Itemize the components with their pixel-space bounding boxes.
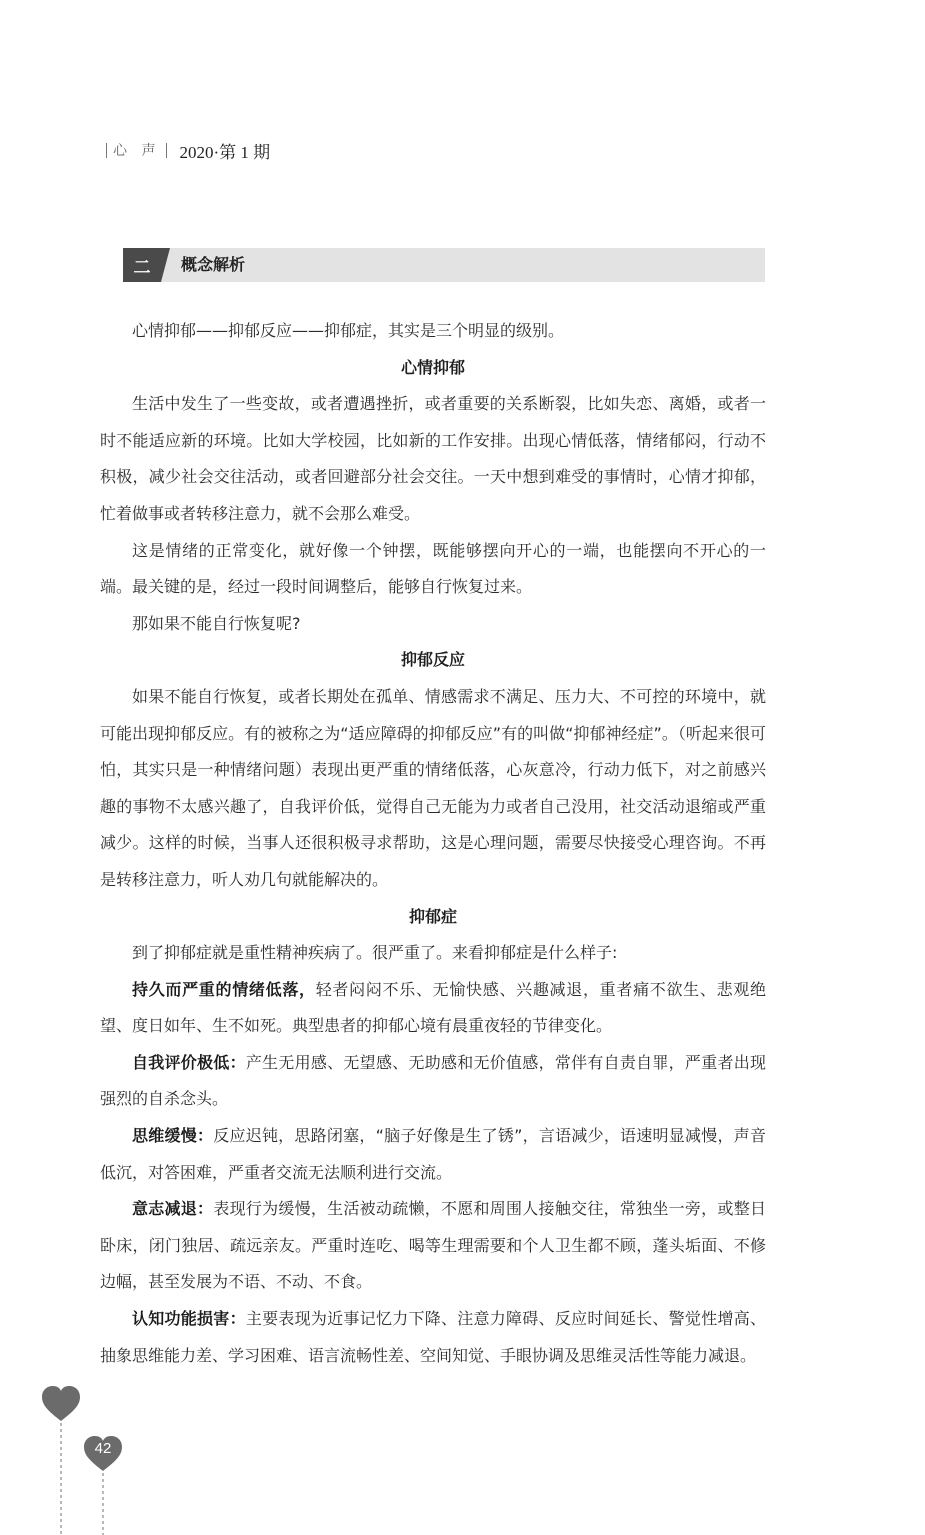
symptom-term: 持久而严重的情绪低落， — [132, 979, 316, 999]
issue-label: 2020·第 1 期 — [179, 142, 271, 162]
intro-paragraph: 心情抑郁——抑郁反应——抑郁症，其实是三个明显的级别。 — [132, 321, 565, 340]
subheading-depression: 抑郁症 — [408, 906, 457, 926]
header-divider — [106, 143, 107, 158]
symptom-text: 表现行为缓慢，生活被动疏懒，不愿和周围人接触交往，常独坐一旁，或整日卧床，闭门独居、疏远亲友。严重时连吃、喝等生理需要和个人卫生都不顾，蓬头垢面、不修边幅，甚至发展为不语、不动、不食。 — [100, 1199, 766, 1292]
symptom-item — [100, 1191, 766, 1301]
symptom-item — [100, 1118, 766, 1191]
journal-name: 心 声 — [113, 143, 161, 159]
symptom-item — [100, 1301, 766, 1374]
symptom-text: 反应迟钝，思路闭塞，“脑子好像是生了锈”，言语减少，语速明显减慢，声音低沉，对答困难，严重者交流无法顺利进行交流。 — [100, 1126, 766, 1182]
running-header — [100, 138, 270, 162]
subheading-depressive-reaction: 抑郁反应 — [400, 650, 465, 670]
subheading-mood-depression: 心情抑郁 — [400, 357, 465, 377]
header-divider — [166, 143, 167, 158]
section-number: 二 — [123, 248, 161, 282]
symptom-term: 认知功能损害： — [132, 1309, 246, 1329]
section-heading-bar — [123, 248, 765, 282]
paragraph: 如果不能自行恢复，或者长期处在孤单、情感需求不满足、压力大、不可控的环境中，就可能出现抑郁反应。有的被称之为“适应障碍的抑郁反应”有的叫做“抑郁神经症”。（听起来很可怕，其实只是一种情绪问题）表现出更严重的情绪低落，心灰意冷，行动力低下，对之前感兴趣的事物不太感兴趣了，自我评价低，觉得自己无能为力或者自己没用，社交活动退缩或严重减少。这样的时候，当事人还很积极寻求帮助，这是心理问题，需要尽快接受心理咨询。不再是转移注意力，听人劝几句就能解决的。 — [100, 686, 766, 889]
page-number: 42 — [94, 1440, 112, 1457]
symptom-term: 自我评价极低： — [132, 1052, 246, 1072]
section-title: 概念解析 — [181, 255, 246, 274]
symptom-term: 思维缓慢： — [132, 1126, 214, 1146]
symptom-item — [100, 1045, 766, 1118]
symptom-text: 产生无用感、无望感、无助感和无价值感，常伴有自责自罪，严重者出现强烈的自杀念头。 — [100, 1052, 766, 1109]
paragraph: 生活中发生了一些变故，或者遭遇挫折，或者重要的关系断裂，比如失恋、离婚，或者一时不能适应新的环境。比如大学校园，比如新的工作安排。出现心情低落，情绪郁闷，行动不积极，减少社会交往活动，或者回避部分社会交往。一天中想到难受的事情时，心情才抑郁，忙着做事或者转移注意力，就不会那么难受。 — [100, 394, 766, 523]
symptom-term: 意志减退： — [132, 1199, 214, 1219]
symptom-text: 主要表现为近事记忆力下降、注意力障碍、反应时间延长、警觉性增高、抽象思维能力差、学习困难、语言流畅性差、空间知觉、手眼协调及思维灵活性等能力减退。 — [100, 1309, 766, 1365]
paragraph: 到了抑郁症就是重性精神疾病了。很严重了。来看抑郁症是什么样子: — [132, 943, 618, 963]
symptom-text: 轻者闷闷不乐、无愉快感、兴趣减退，重者痛不欲生、悲观绝望、度日如年、生不如死。典型患者的抑郁心境有晨重夜轻的节律变化。 — [100, 979, 766, 1036]
paragraph: 这是情绪的正常变化，就好像一个钟摆，既能够摆向开心的一端，也能摆向不开心的一端。最关键的是，经过一段时间调整后，能够自行恢复过来。 — [100, 540, 766, 597]
symptom-item — [100, 972, 766, 1045]
section-notch-shape — [161, 248, 170, 282]
article-body — [100, 313, 766, 1374]
paragraph: 那如果不能自行恢复呢? — [132, 613, 301, 633]
